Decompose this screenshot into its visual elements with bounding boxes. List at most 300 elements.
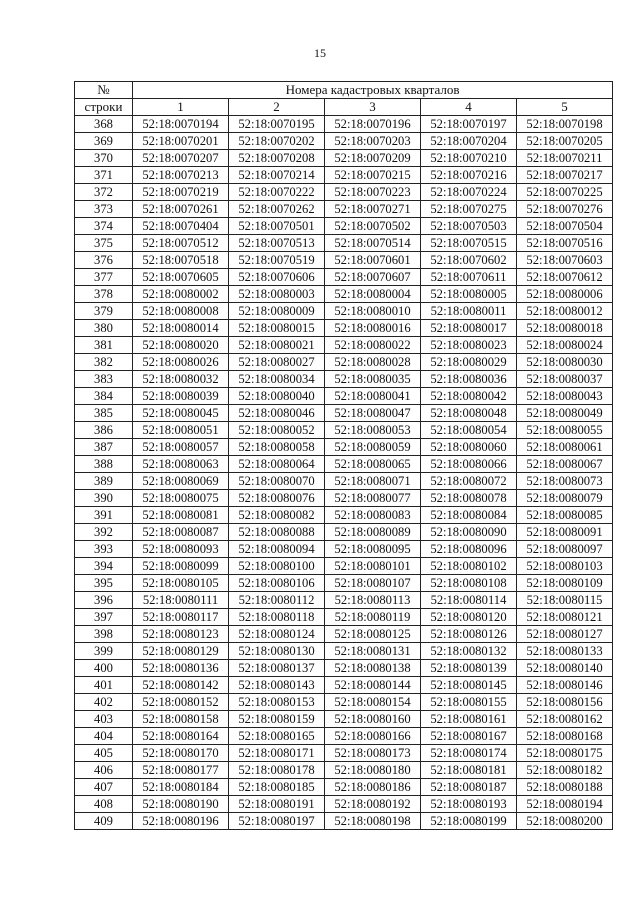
row-number-cell: 381 bbox=[75, 337, 133, 354]
row-number-cell: 392 bbox=[75, 524, 133, 541]
cadastral-number-cell: 52:18:0070197 bbox=[421, 116, 517, 133]
cadastral-number-cell: 52:18:0080066 bbox=[421, 456, 517, 473]
table-row bbox=[75, 762, 613, 779]
cadastral-number-cell: 52:18:0070519 bbox=[229, 252, 325, 269]
cadastral-number-cell: 52:18:0080083 bbox=[325, 507, 421, 524]
table-row bbox=[75, 388, 613, 405]
row-number-cell: 400 bbox=[75, 660, 133, 677]
cadastral-number-cell: 52:18:0080047 bbox=[325, 405, 421, 422]
cadastral-number-cell: 52:18:0070513 bbox=[229, 235, 325, 252]
cadastral-number-cell: 52:18:0080067 bbox=[517, 456, 613, 473]
row-number-cell: 404 bbox=[75, 728, 133, 745]
column-header-4: 4 bbox=[421, 99, 517, 116]
cadastral-number-cell: 52:18:0080022 bbox=[325, 337, 421, 354]
cadastral-number-cell: 52:18:0080152 bbox=[133, 694, 229, 711]
cadastral-number-cell: 52:18:0080052 bbox=[229, 422, 325, 439]
cadastral-number-cell: 52:18:0080127 bbox=[517, 626, 613, 643]
cadastral-number-cell: 52:18:0080101 bbox=[325, 558, 421, 575]
cadastral-number-cell: 52:18:0070210 bbox=[421, 150, 517, 167]
column-header-5: 5 bbox=[517, 99, 613, 116]
cadastral-number-cell: 52:18:0070504 bbox=[517, 218, 613, 235]
cadastral-number-cell: 52:18:0080041 bbox=[325, 388, 421, 405]
cadastral-number-cell: 52:18:0070501 bbox=[229, 218, 325, 235]
table-row bbox=[75, 201, 613, 218]
cadastral-number-cell: 52:18:0080197 bbox=[229, 813, 325, 830]
table-row bbox=[75, 337, 613, 354]
table-row bbox=[75, 711, 613, 728]
cadastral-number-cell: 52:18:0070276 bbox=[517, 201, 613, 218]
cadastral-number-cell: 52:18:0080162 bbox=[517, 711, 613, 728]
cadastral-number-cell: 52:18:0080184 bbox=[133, 779, 229, 796]
table-row bbox=[75, 354, 613, 371]
cadastral-number-cell: 52:18:0080137 bbox=[229, 660, 325, 677]
cadastral-number-cell: 52:18:0080045 bbox=[133, 405, 229, 422]
cadastral-number-cell: 52:18:0080168 bbox=[517, 728, 613, 745]
cadastral-number-cell: 52:18:0070271 bbox=[325, 201, 421, 218]
table-row bbox=[75, 779, 613, 796]
table-row bbox=[75, 116, 613, 133]
cadastral-number-cell: 52:18:0080090 bbox=[421, 524, 517, 541]
cadastral-number-cell: 52:18:0080118 bbox=[229, 609, 325, 626]
table-row bbox=[75, 813, 613, 830]
cadastral-number-cell: 52:18:0070601 bbox=[325, 252, 421, 269]
cadastral-number-cell: 52:18:0080004 bbox=[325, 286, 421, 303]
cadastral-number-cell: 52:18:0070607 bbox=[325, 269, 421, 286]
cadastral-number-cell: 52:18:0070195 bbox=[229, 116, 325, 133]
cadastral-number-cell: 52:18:0080051 bbox=[133, 422, 229, 439]
cadastral-number-cell: 52:18:0070503 bbox=[421, 218, 517, 235]
cadastral-number-cell: 52:18:0080165 bbox=[229, 728, 325, 745]
cadastral-number-cell: 52:18:0070208 bbox=[229, 150, 325, 167]
cadastral-number-cell: 52:18:0080015 bbox=[229, 320, 325, 337]
cadastral-number-cell: 52:18:0080075 bbox=[133, 490, 229, 507]
row-number-cell: 385 bbox=[75, 405, 133, 422]
cadastral-number-cell: 52:18:0080177 bbox=[133, 762, 229, 779]
table-row bbox=[75, 677, 613, 694]
cadastral-quarters-table bbox=[74, 81, 613, 830]
cadastral-number-cell: 52:18:0080142 bbox=[133, 677, 229, 694]
table-row bbox=[75, 626, 613, 643]
cadastral-number-cell: 52:18:0080114 bbox=[421, 592, 517, 609]
cadastral-number-cell: 52:18:0080115 bbox=[517, 592, 613, 609]
cadastral-number-cell: 52:18:0070194 bbox=[133, 116, 229, 133]
cadastral-number-cell: 52:18:0080173 bbox=[325, 745, 421, 762]
cadastral-number-cell: 52:18:0080158 bbox=[133, 711, 229, 728]
table-row bbox=[75, 507, 613, 524]
cadastral-number-cell: 52:18:0080089 bbox=[325, 524, 421, 541]
table-row bbox=[75, 609, 613, 626]
row-number-cell: 371 bbox=[75, 167, 133, 184]
cadastral-number-cell: 52:18:0080061 bbox=[517, 439, 613, 456]
cadastral-number-cell: 52:18:0080144 bbox=[325, 677, 421, 694]
cadastral-number-cell: 52:18:0080081 bbox=[133, 507, 229, 524]
row-number-cell: 377 bbox=[75, 269, 133, 286]
table-row bbox=[75, 405, 613, 422]
cadastral-number-cell: 52:18:0080108 bbox=[421, 575, 517, 592]
row-number-cell: 399 bbox=[75, 643, 133, 660]
row-number-cell: 378 bbox=[75, 286, 133, 303]
table-row bbox=[75, 490, 613, 507]
row-number-cell: 401 bbox=[75, 677, 133, 694]
cadastral-number-cell: 52:18:0070216 bbox=[421, 167, 517, 184]
cadastral-number-cell: 52:18:0080193 bbox=[421, 796, 517, 813]
table-row bbox=[75, 728, 613, 745]
cadastral-number-cell: 52:18:0070198 bbox=[517, 116, 613, 133]
cadastral-number-cell: 52:18:0080085 bbox=[517, 507, 613, 524]
cadastral-number-cell: 52:18:0080008 bbox=[133, 303, 229, 320]
cadastral-number-cell: 52:18:0080065 bbox=[325, 456, 421, 473]
table-row bbox=[75, 286, 613, 303]
cadastral-number-cell: 52:18:0080102 bbox=[421, 558, 517, 575]
cadastral-number-cell: 52:18:0080048 bbox=[421, 405, 517, 422]
table-row bbox=[75, 218, 613, 235]
cadastral-number-cell: 52:18:0080010 bbox=[325, 303, 421, 320]
cadastral-number-cell: 52:18:0070223 bbox=[325, 184, 421, 201]
cadastral-number-cell: 52:18:0080112 bbox=[229, 592, 325, 609]
cadastral-number-cell: 52:18:0080036 bbox=[421, 371, 517, 388]
cadastral-number-cell: 52:18:0080070 bbox=[229, 473, 325, 490]
cadastral-number-cell: 52:18:0070262 bbox=[229, 201, 325, 218]
cadastral-number-cell: 52:18:0070518 bbox=[133, 252, 229, 269]
cadastral-number-cell: 52:18:0080093 bbox=[133, 541, 229, 558]
table-body bbox=[75, 116, 613, 830]
cadastral-number-cell: 52:18:0080130 bbox=[229, 643, 325, 660]
cadastral-number-cell: 52:18:0080153 bbox=[229, 694, 325, 711]
cadastral-number-cell: 52:18:0080198 bbox=[325, 813, 421, 830]
cadastral-number-cell: 52:18:0080138 bbox=[325, 660, 421, 677]
cadastral-number-cell: 52:18:0080188 bbox=[517, 779, 613, 796]
table-row bbox=[75, 745, 613, 762]
row-number-cell: 386 bbox=[75, 422, 133, 439]
table-row bbox=[75, 456, 613, 473]
row-number-cell: 397 bbox=[75, 609, 133, 626]
row-number-cell: 405 bbox=[75, 745, 133, 762]
table-row bbox=[75, 558, 613, 575]
cadastral-number-cell: 52:18:0080029 bbox=[421, 354, 517, 371]
cadastral-number-cell: 52:18:0070203 bbox=[325, 133, 421, 150]
cadastral-number-cell: 52:18:0080185 bbox=[229, 779, 325, 796]
row-number-cell: 395 bbox=[75, 575, 133, 592]
cadastral-number-cell: 52:18:0080097 bbox=[517, 541, 613, 558]
cadastral-number-cell: 52:18:0080055 bbox=[517, 422, 613, 439]
row-number-cell: 384 bbox=[75, 388, 133, 405]
cadastral-number-cell: 52:18:0080005 bbox=[421, 286, 517, 303]
cadastral-number-cell: 52:18:0070275 bbox=[421, 201, 517, 218]
cadastral-number-cell: 52:18:0070512 bbox=[133, 235, 229, 252]
table-row bbox=[75, 796, 613, 813]
cadastral-number-cell: 52:18:0080156 bbox=[517, 694, 613, 711]
row-number-cell: 376 bbox=[75, 252, 133, 269]
cadastral-number-cell: 52:18:0080140 bbox=[517, 660, 613, 677]
table-row bbox=[75, 660, 613, 677]
cadastral-number-cell: 52:18:0080132 bbox=[421, 643, 517, 660]
cadastral-number-cell: 52:18:0080069 bbox=[133, 473, 229, 490]
cadastral-number-cell: 52:18:0080043 bbox=[517, 388, 613, 405]
cadastral-number-cell: 52:18:0070222 bbox=[229, 184, 325, 201]
cadastral-number-cell: 52:18:0080018 bbox=[517, 320, 613, 337]
row-number-cell: 409 bbox=[75, 813, 133, 830]
cadastral-number-cell: 52:18:0080054 bbox=[421, 422, 517, 439]
cadastral-number-cell: 52:18:0070612 bbox=[517, 269, 613, 286]
cadastral-number-cell: 52:18:0080009 bbox=[229, 303, 325, 320]
cadastral-number-cell: 52:18:0080014 bbox=[133, 320, 229, 337]
cadastral-number-cell: 52:18:0080166 bbox=[325, 728, 421, 745]
cadastral-number-cell: 52:18:0070204 bbox=[421, 133, 517, 150]
row-number-cell: 389 bbox=[75, 473, 133, 490]
cadastral-number-cell: 52:18:0080139 bbox=[421, 660, 517, 677]
cadastral-number-cell: 52:18:0080190 bbox=[133, 796, 229, 813]
cadastral-number-cell: 52:18:0070606 bbox=[229, 269, 325, 286]
cadastral-number-cell: 52:18:0080057 bbox=[133, 439, 229, 456]
cadastral-number-cell: 52:18:0080072 bbox=[421, 473, 517, 490]
cadastral-number-cell: 52:18:0070215 bbox=[325, 167, 421, 184]
cadastral-number-cell: 52:18:0080200 bbox=[517, 813, 613, 830]
cadastral-number-cell: 52:18:0080079 bbox=[517, 490, 613, 507]
cadastral-number-cell: 52:18:0080020 bbox=[133, 337, 229, 354]
row-number-header-line2: строки bbox=[75, 99, 133, 116]
cadastral-number-cell: 52:18:0080131 bbox=[325, 643, 421, 660]
row-number-cell: 368 bbox=[75, 116, 133, 133]
cadastral-number-cell: 52:18:0070209 bbox=[325, 150, 421, 167]
cadastral-number-cell: 52:18:0070196 bbox=[325, 116, 421, 133]
cadastral-number-cell: 52:18:0070219 bbox=[133, 184, 229, 201]
cadastral-number-cell: 52:18:0080023 bbox=[421, 337, 517, 354]
cadastral-number-cell: 52:18:0080159 bbox=[229, 711, 325, 728]
cadastral-number-cell: 52:18:0080187 bbox=[421, 779, 517, 796]
cadastral-number-cell: 52:18:0080111 bbox=[133, 592, 229, 609]
row-number-cell: 393 bbox=[75, 541, 133, 558]
cadastral-number-cell: 52:18:0080017 bbox=[421, 320, 517, 337]
row-number-cell: 369 bbox=[75, 133, 133, 150]
row-number-cell: 383 bbox=[75, 371, 133, 388]
cadastral-number-cell: 52:18:0080034 bbox=[229, 371, 325, 388]
cadastral-number-cell: 52:18:0080129 bbox=[133, 643, 229, 660]
cadastral-number-cell: 52:18:0070225 bbox=[517, 184, 613, 201]
cadastral-number-cell: 52:18:0070605 bbox=[133, 269, 229, 286]
cadastral-number-cell: 52:18:0080196 bbox=[133, 813, 229, 830]
cadastral-number-cell: 52:18:0080032 bbox=[133, 371, 229, 388]
table-row bbox=[75, 320, 613, 337]
cadastral-number-cell: 52:18:0070214 bbox=[229, 167, 325, 184]
column-header-1: 1 bbox=[133, 99, 229, 116]
cadastral-number-cell: 52:18:0080124 bbox=[229, 626, 325, 643]
row-number-cell: 382 bbox=[75, 354, 133, 371]
cadastral-number-cell: 52:18:0080030 bbox=[517, 354, 613, 371]
cadastral-number-cell: 52:18:0070603 bbox=[517, 252, 613, 269]
cadastral-number-cell: 52:18:0080160 bbox=[325, 711, 421, 728]
cadastral-number-cell: 52:18:0080037 bbox=[517, 371, 613, 388]
row-number-cell: 394 bbox=[75, 558, 133, 575]
cadastral-number-cell: 52:18:0080088 bbox=[229, 524, 325, 541]
cadastral-number-cell: 52:18:0080154 bbox=[325, 694, 421, 711]
cadastral-number-cell: 52:18:0080146 bbox=[517, 677, 613, 694]
cadastral-number-cell: 52:18:0080171 bbox=[229, 745, 325, 762]
table-row bbox=[75, 643, 613, 660]
cadastral-number-cell: 52:18:0080091 bbox=[517, 524, 613, 541]
cadastral-number-cell: 52:18:0080167 bbox=[421, 728, 517, 745]
cadastral-number-cell: 52:18:0080024 bbox=[517, 337, 613, 354]
cadastral-number-cell: 52:18:0070611 bbox=[421, 269, 517, 286]
cadastral-number-cell: 52:18:0080109 bbox=[517, 575, 613, 592]
page-number: 15 bbox=[314, 46, 326, 60]
table-row bbox=[75, 235, 613, 252]
group-title-header: Номера кадастровых кварталов bbox=[133, 82, 613, 99]
cadastral-number-cell: 52:18:0070515 bbox=[421, 235, 517, 252]
table-row bbox=[75, 150, 613, 167]
cadastral-number-cell: 52:18:0080076 bbox=[229, 490, 325, 507]
cadastral-number-cell: 52:18:0080105 bbox=[133, 575, 229, 592]
cadastral-number-cell: 52:18:0080063 bbox=[133, 456, 229, 473]
table-row bbox=[75, 694, 613, 711]
column-header-2: 2 bbox=[229, 99, 325, 116]
cadastral-number-cell: 52:18:0070217 bbox=[517, 167, 613, 184]
cadastral-number-cell: 52:18:0080026 bbox=[133, 354, 229, 371]
cadastral-number-cell: 52:18:0080095 bbox=[325, 541, 421, 558]
cadastral-number-cell: 52:18:0080145 bbox=[421, 677, 517, 694]
cadastral-number-cell: 52:18:0070602 bbox=[421, 252, 517, 269]
cadastral-number-cell: 52:18:0080117 bbox=[133, 609, 229, 626]
cadastral-number-cell: 52:18:0080120 bbox=[421, 609, 517, 626]
table-row bbox=[75, 371, 613, 388]
cadastral-number-cell: 52:18:0080028 bbox=[325, 354, 421, 371]
cadastral-number-cell: 52:18:0080106 bbox=[229, 575, 325, 592]
row-number-cell: 372 bbox=[75, 184, 133, 201]
row-number-cell: 380 bbox=[75, 320, 133, 337]
cadastral-number-cell: 52:18:0080182 bbox=[517, 762, 613, 779]
cadastral-number-cell: 52:18:0080094 bbox=[229, 541, 325, 558]
cadastral-number-cell: 52:18:0080042 bbox=[421, 388, 517, 405]
cadastral-number-cell: 52:18:0080071 bbox=[325, 473, 421, 490]
cadastral-number-cell: 52:18:0080078 bbox=[421, 490, 517, 507]
cadastral-number-cell: 52:18:0080096 bbox=[421, 541, 517, 558]
cadastral-number-cell: 52:18:0080133 bbox=[517, 643, 613, 660]
cadastral-number-cell: 52:18:0080087 bbox=[133, 524, 229, 541]
table-row bbox=[75, 269, 613, 286]
cadastral-number-cell: 52:18:0080039 bbox=[133, 388, 229, 405]
table-header bbox=[75, 82, 613, 116]
cadastral-number-cell: 52:18:0070205 bbox=[517, 133, 613, 150]
cadastral-number-cell: 52:18:0070201 bbox=[133, 133, 229, 150]
cadastral-number-cell: 52:18:0080136 bbox=[133, 660, 229, 677]
table-row bbox=[75, 524, 613, 541]
table-row bbox=[75, 592, 613, 609]
cadastral-number-cell: 52:18:0080011 bbox=[421, 303, 517, 320]
cadastral-number-cell: 52:18:0080012 bbox=[517, 303, 613, 320]
cadastral-number-cell: 52:18:0070502 bbox=[325, 218, 421, 235]
cadastral-number-cell: 52:18:0070224 bbox=[421, 184, 517, 201]
cadastral-number-cell: 52:18:0080119 bbox=[325, 609, 421, 626]
table-row bbox=[75, 252, 613, 269]
row-number-cell: 390 bbox=[75, 490, 133, 507]
cadastral-number-cell: 52:18:0080125 bbox=[325, 626, 421, 643]
cadastral-number-cell: 52:18:0080181 bbox=[421, 762, 517, 779]
row-number-cell: 388 bbox=[75, 456, 133, 473]
cadastral-number-cell: 52:18:0080073 bbox=[517, 473, 613, 490]
cadastral-number-cell: 52:18:0070516 bbox=[517, 235, 613, 252]
cadastral-number-cell: 52:18:0080060 bbox=[421, 439, 517, 456]
cadastral-number-cell: 52:18:0080027 bbox=[229, 354, 325, 371]
row-number-cell: 407 bbox=[75, 779, 133, 796]
table-row bbox=[75, 167, 613, 184]
table-row bbox=[75, 439, 613, 456]
table-row bbox=[75, 303, 613, 320]
row-number-cell: 391 bbox=[75, 507, 133, 524]
cadastral-number-cell: 52:18:0080170 bbox=[133, 745, 229, 762]
row-number-cell: 408 bbox=[75, 796, 133, 813]
table-row bbox=[75, 133, 613, 150]
cadastral-number-cell: 52:18:0070514 bbox=[325, 235, 421, 252]
cadastral-number-cell: 52:18:0080064 bbox=[229, 456, 325, 473]
cadastral-number-cell: 52:18:0070213 bbox=[133, 167, 229, 184]
row-number-cell: 403 bbox=[75, 711, 133, 728]
cadastral-number-cell: 52:18:0080021 bbox=[229, 337, 325, 354]
cadastral-number-cell: 52:18:0080107 bbox=[325, 575, 421, 592]
cadastral-number-cell: 52:18:0080058 bbox=[229, 439, 325, 456]
table-row bbox=[75, 422, 613, 439]
table-row bbox=[75, 541, 613, 558]
cadastral-number-cell: 52:18:0070261 bbox=[133, 201, 229, 218]
row-number-header-line1: № bbox=[75, 82, 133, 99]
cadastral-number-cell: 52:18:0080161 bbox=[421, 711, 517, 728]
cadastral-number-cell: 52:18:0070404 bbox=[133, 218, 229, 235]
cadastral-number-cell: 52:18:0080084 bbox=[421, 507, 517, 524]
cadastral-number-cell: 52:18:0080186 bbox=[325, 779, 421, 796]
cadastral-number-cell: 52:18:0080126 bbox=[421, 626, 517, 643]
cadastral-number-cell: 52:18:0080123 bbox=[133, 626, 229, 643]
table-row bbox=[75, 184, 613, 201]
cadastral-number-cell: 52:18:0080059 bbox=[325, 439, 421, 456]
row-number-cell: 370 bbox=[75, 150, 133, 167]
cadastral-number-cell: 52:18:0080113 bbox=[325, 592, 421, 609]
cadastral-number-cell: 52:18:0080082 bbox=[229, 507, 325, 524]
row-number-cell: 387 bbox=[75, 439, 133, 456]
cadastral-number-cell: 52:18:0080035 bbox=[325, 371, 421, 388]
cadastral-number-cell: 52:18:0080103 bbox=[517, 558, 613, 575]
cadastral-number-cell: 52:18:0080155 bbox=[421, 694, 517, 711]
table-row bbox=[75, 575, 613, 592]
table-row bbox=[75, 473, 613, 490]
row-number-cell: 379 bbox=[75, 303, 133, 320]
cadastral-number-cell: 52:18:0080100 bbox=[229, 558, 325, 575]
cadastral-number-cell: 52:18:0080174 bbox=[421, 745, 517, 762]
row-number-cell: 402 bbox=[75, 694, 133, 711]
row-number-cell: 375 bbox=[75, 235, 133, 252]
cadastral-number-cell: 52:18:0080002 bbox=[133, 286, 229, 303]
cadastral-number-cell: 52:18:0080006 bbox=[517, 286, 613, 303]
cadastral-number-cell: 52:18:0080016 bbox=[325, 320, 421, 337]
row-number-cell: 373 bbox=[75, 201, 133, 218]
cadastral-number-cell: 52:18:0080143 bbox=[229, 677, 325, 694]
cadastral-number-cell: 52:18:0080077 bbox=[325, 490, 421, 507]
cadastral-number-cell: 52:18:0080199 bbox=[421, 813, 517, 830]
cadastral-number-cell: 52:18:0080099 bbox=[133, 558, 229, 575]
cadastral-number-cell: 52:18:0080180 bbox=[325, 762, 421, 779]
cadastral-number-cell: 52:18:0080191 bbox=[229, 796, 325, 813]
row-number-cell: 406 bbox=[75, 762, 133, 779]
cadastral-number-cell: 52:18:0080003 bbox=[229, 286, 325, 303]
cadastral-number-cell: 52:18:0080194 bbox=[517, 796, 613, 813]
cadastral-number-cell: 52:18:0070211 bbox=[517, 150, 613, 167]
row-number-cell: 374 bbox=[75, 218, 133, 235]
cadastral-number-cell: 52:18:0080121 bbox=[517, 609, 613, 626]
row-number-cell: 398 bbox=[75, 626, 133, 643]
row-number-cell: 396 bbox=[75, 592, 133, 609]
cadastral-number-cell: 52:18:0080178 bbox=[229, 762, 325, 779]
cadastral-number-cell: 52:18:0070202 bbox=[229, 133, 325, 150]
cadastral-number-cell: 52:18:0080192 bbox=[325, 796, 421, 813]
cadastral-number-cell: 52:18:0080053 bbox=[325, 422, 421, 439]
column-header-3: 3 bbox=[325, 99, 421, 116]
